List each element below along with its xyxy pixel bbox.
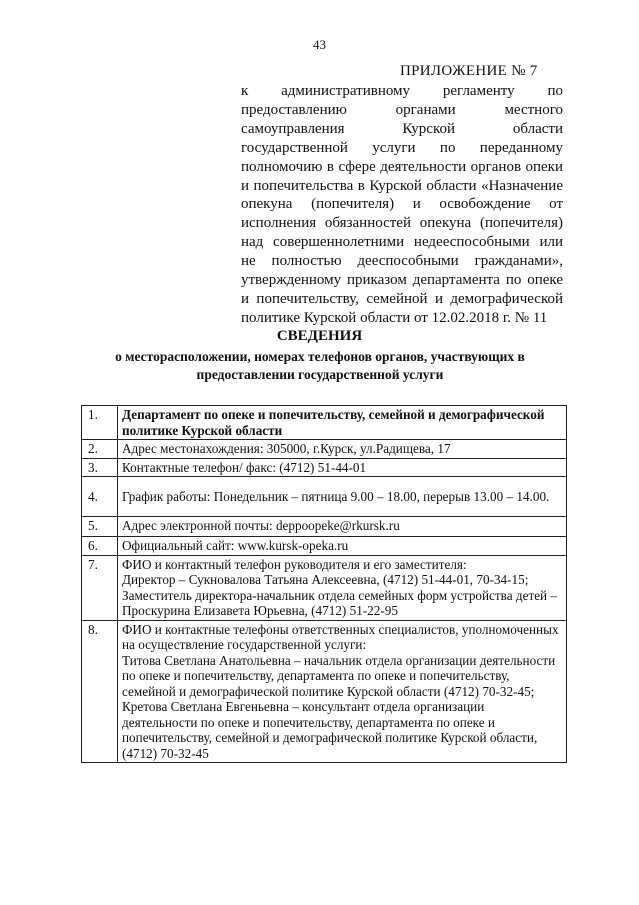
specialists-heading: ФИО и контактные телефоны ответственных специалистов, уполномоченных на осуществление государственной услуги: — [122, 621, 559, 652]
table-row — [82, 458, 567, 477]
page-number: 43 — [313, 37, 326, 52]
schedule-cell: График работы: Понедельник – пятница 9.00 – 18.00, перерыв 13.00 – 14.00. — [118, 477, 567, 517]
address-cell: Адрес местонахождения: 305000, г.Курск, ул.Радищева, 17 — [118, 440, 567, 459]
management-cell — [118, 555, 567, 620]
row-number: 4. — [82, 477, 118, 517]
table-row — [82, 537, 567, 556]
website-cell: Официальный сайт: www.kursk-opeka.ru — [118, 537, 567, 556]
row-number: 8. — [82, 620, 118, 763]
deputy-director-line: Заместитель директора-начальник отдела семейных форм устройства детей – Проскурина Елизавета Юрьевна, (4712) 51-22-95 — [122, 587, 558, 618]
row-number: 6. — [82, 537, 118, 556]
appendix-title: ПРИЛОЖЕНИЕ № 7 — [400, 63, 538, 79]
document-heading: СВЕДЕНИЯ — [276, 328, 363, 344]
table-row — [82, 517, 567, 537]
appendix-text: к административному регламенту по предоставлению органами местного самоуправления Курской области государственной услуги по переданному полномочию в сфере деятельности органов опеки и попечительства в Курской области «Назначение опекуна (попечителя) и освобождение от исполнения обязанностей опекуна (попечителя) над совершеннолетними недееспособными или не полностью дееспособными гражданами», утвержденному приказом департамента по опеке и попечительству, семейной и демографической политике Курской области от 12.02.2018 г. № 11 — [241, 83, 563, 326]
document-subheading: о месторасположении, номерах телефонов органов, участвующих в предоставлении государственной услуги — [115, 349, 525, 382]
phone-cell: Контактные телефон/ факс: (4712) 51-44-01 — [118, 458, 567, 477]
specialists-cell — [118, 620, 567, 763]
row-number: 5. — [82, 517, 118, 537]
row-number: 7. — [82, 555, 118, 620]
table-row — [82, 406, 567, 440]
department-name: Департамент по опеке и попечительству, семейной и демографической политике Курской области — [118, 406, 567, 440]
specialist-titova: Титова Светлана Анатольевна – начальник отдела организации деятельности по опеке и попечительству, департамента по опеке и попечительству, семейной и демографической политике Курской области (4712) 70-32-45; — [122, 652, 556, 699]
table-row — [82, 620, 567, 763]
table-row — [82, 477, 567, 517]
director-line: Директор – Сукновалова Татьяна Алексеевна, (4712) 51-44-01, 70-34-15; — [122, 572, 529, 587]
table-row — [82, 440, 567, 459]
row-number: 1. — [82, 406, 118, 440]
row-number: 2. — [82, 440, 118, 459]
management-heading: ФИО и контактный телефон руководителя и его заместителя: — [122, 556, 467, 572]
info-table — [81, 405, 567, 763]
row-number: 3. — [82, 458, 118, 477]
table-row — [82, 555, 567, 620]
email-cell: Адрес электронной почты: deppoopeke@rkursk.ru — [118, 517, 567, 537]
specialist-kretova: Кретова Светлана Евгеньевна – консультант отдела организации деятельности по опеке и попечительству, департамента по опеке и попечительству, семейной и демографической политике Курской области, (4712) 70-32-45 — [122, 699, 538, 761]
